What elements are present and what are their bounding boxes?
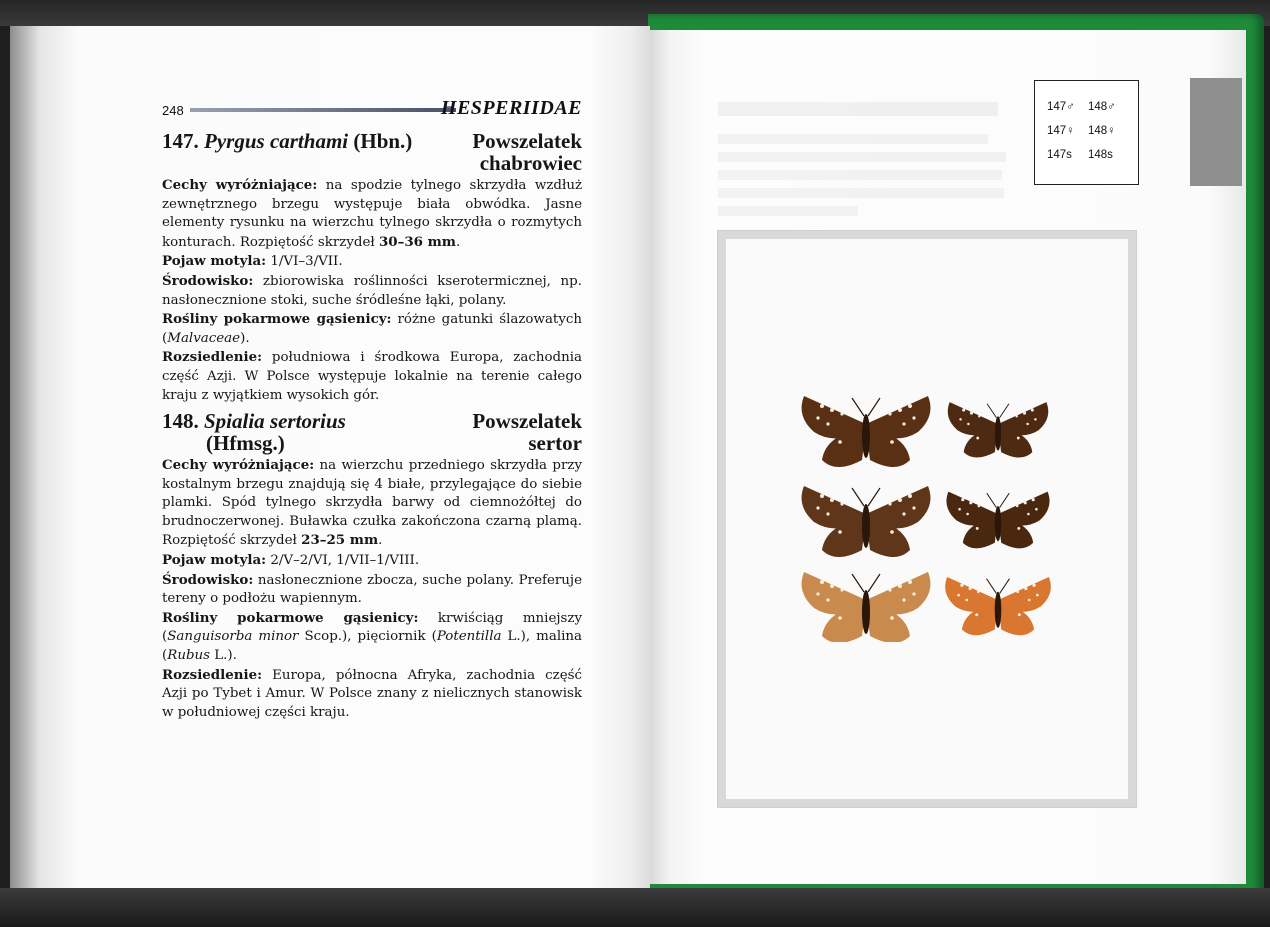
food-plants-paragraph: Rośliny pokarmowe gąsienicy: krwiściąg mniejszy (Sanguisorba minor Scop.), pięciornik (Potentilla L.), malina (Rubus L.). xyxy=(162,609,583,663)
entry-title xyxy=(162,130,582,174)
butterfly-147-underside xyxy=(802,572,931,642)
family-title: HESPERIIDAE xyxy=(440,97,582,119)
butterfly-148-female xyxy=(946,492,1049,549)
species-entry-148 xyxy=(162,410,582,722)
page-number: 248 xyxy=(162,103,184,118)
legend-row-underside: 147s 148s xyxy=(1047,149,1113,161)
scan-background-bottom xyxy=(0,888,1270,927)
flight-period-paragraph: Pojaw motyla: 2/V–2/VI, 1/VII–1/VIII. xyxy=(162,551,420,568)
running-header xyxy=(162,98,582,120)
habitat-paragraph: Środowisko: zbiorowiska roślinności kserotermicznej, np. nasłonecznione stoki, suche śródleśne łąki, polany. xyxy=(162,272,582,308)
habitat-paragraph: Środowisko: nasłonecznione zbocza, suche polany. Preferuje tereny o podłożu wapiennym. xyxy=(162,571,582,607)
entry-description xyxy=(162,456,582,722)
distribution-paragraph: Rozsiedlenie: południowa i środkowa Europa, zachodnia część Azji. W Polsce występuje lokalnie na terenie całego kraju z wyjątkiem wysokich gór. xyxy=(162,349,582,403)
species-entry-147 xyxy=(162,130,582,405)
entry-description xyxy=(162,176,582,405)
butterfly-147-male xyxy=(802,396,931,467)
butterfly-148-male xyxy=(948,402,1049,457)
butterfly-147-female xyxy=(802,486,931,557)
thumb-index-tab xyxy=(1190,78,1242,186)
scientific-name: 148. Spialia sertorius (Hfmsg.) xyxy=(162,409,346,455)
flight-period-paragraph: Pojaw motyla: 1/VI–3/VII. xyxy=(162,253,343,270)
food-plants-paragraph: Rośliny pokarmowe gąsienicy: różne gatunki ślazowatych (Malvaceae). xyxy=(162,311,583,346)
butterfly-plate xyxy=(790,380,1070,642)
distribution-paragraph: Rozsiedlenie: Europa, północna Afryka, zachodnia część Azji po Tybet i Amur. W Polsce znany z nielicznych stanowisk w południowej części kraju. xyxy=(162,666,582,720)
specimen-legend xyxy=(1034,80,1139,185)
legend-row-male: 147♂ 148♂ xyxy=(1047,101,1116,113)
header-rule xyxy=(190,108,456,112)
legend-row-female: 147♀ 148♀ xyxy=(1047,125,1116,137)
butterfly-148-underside xyxy=(945,577,1051,635)
entry-title xyxy=(162,410,582,454)
common-name: Powszelatek sertor xyxy=(472,409,582,455)
common-name: Powszelatek chabrowiec xyxy=(472,129,582,175)
features-paragraph: Cechy wyróżniające: na spodzie tylnego skrzydła wzdłuż zewnętrznego brzegu występuje biała obwódka. Jasne elementy rysunku na wierzchu tylnego skrzydła o rozmytych konturach. Rozpiętość skrzydeł 30–36 mm. xyxy=(162,177,582,250)
features-paragraph: Cechy wyróżniające: na wierzchu przedniego skrzydła przy kostalnym brzegu znajdują się 4 białe, przylegające do siebie plamki. Spód tylnego skrzydła barwy od ciemnożółtej do brudnoczerwonej. Buławka czułka zakończona czarną plamą. Rozpiętość skrzydeł 23–25 mm. xyxy=(162,457,583,549)
scientific-name: 147. Pyrgus carthami (Hbn.) xyxy=(162,129,413,153)
